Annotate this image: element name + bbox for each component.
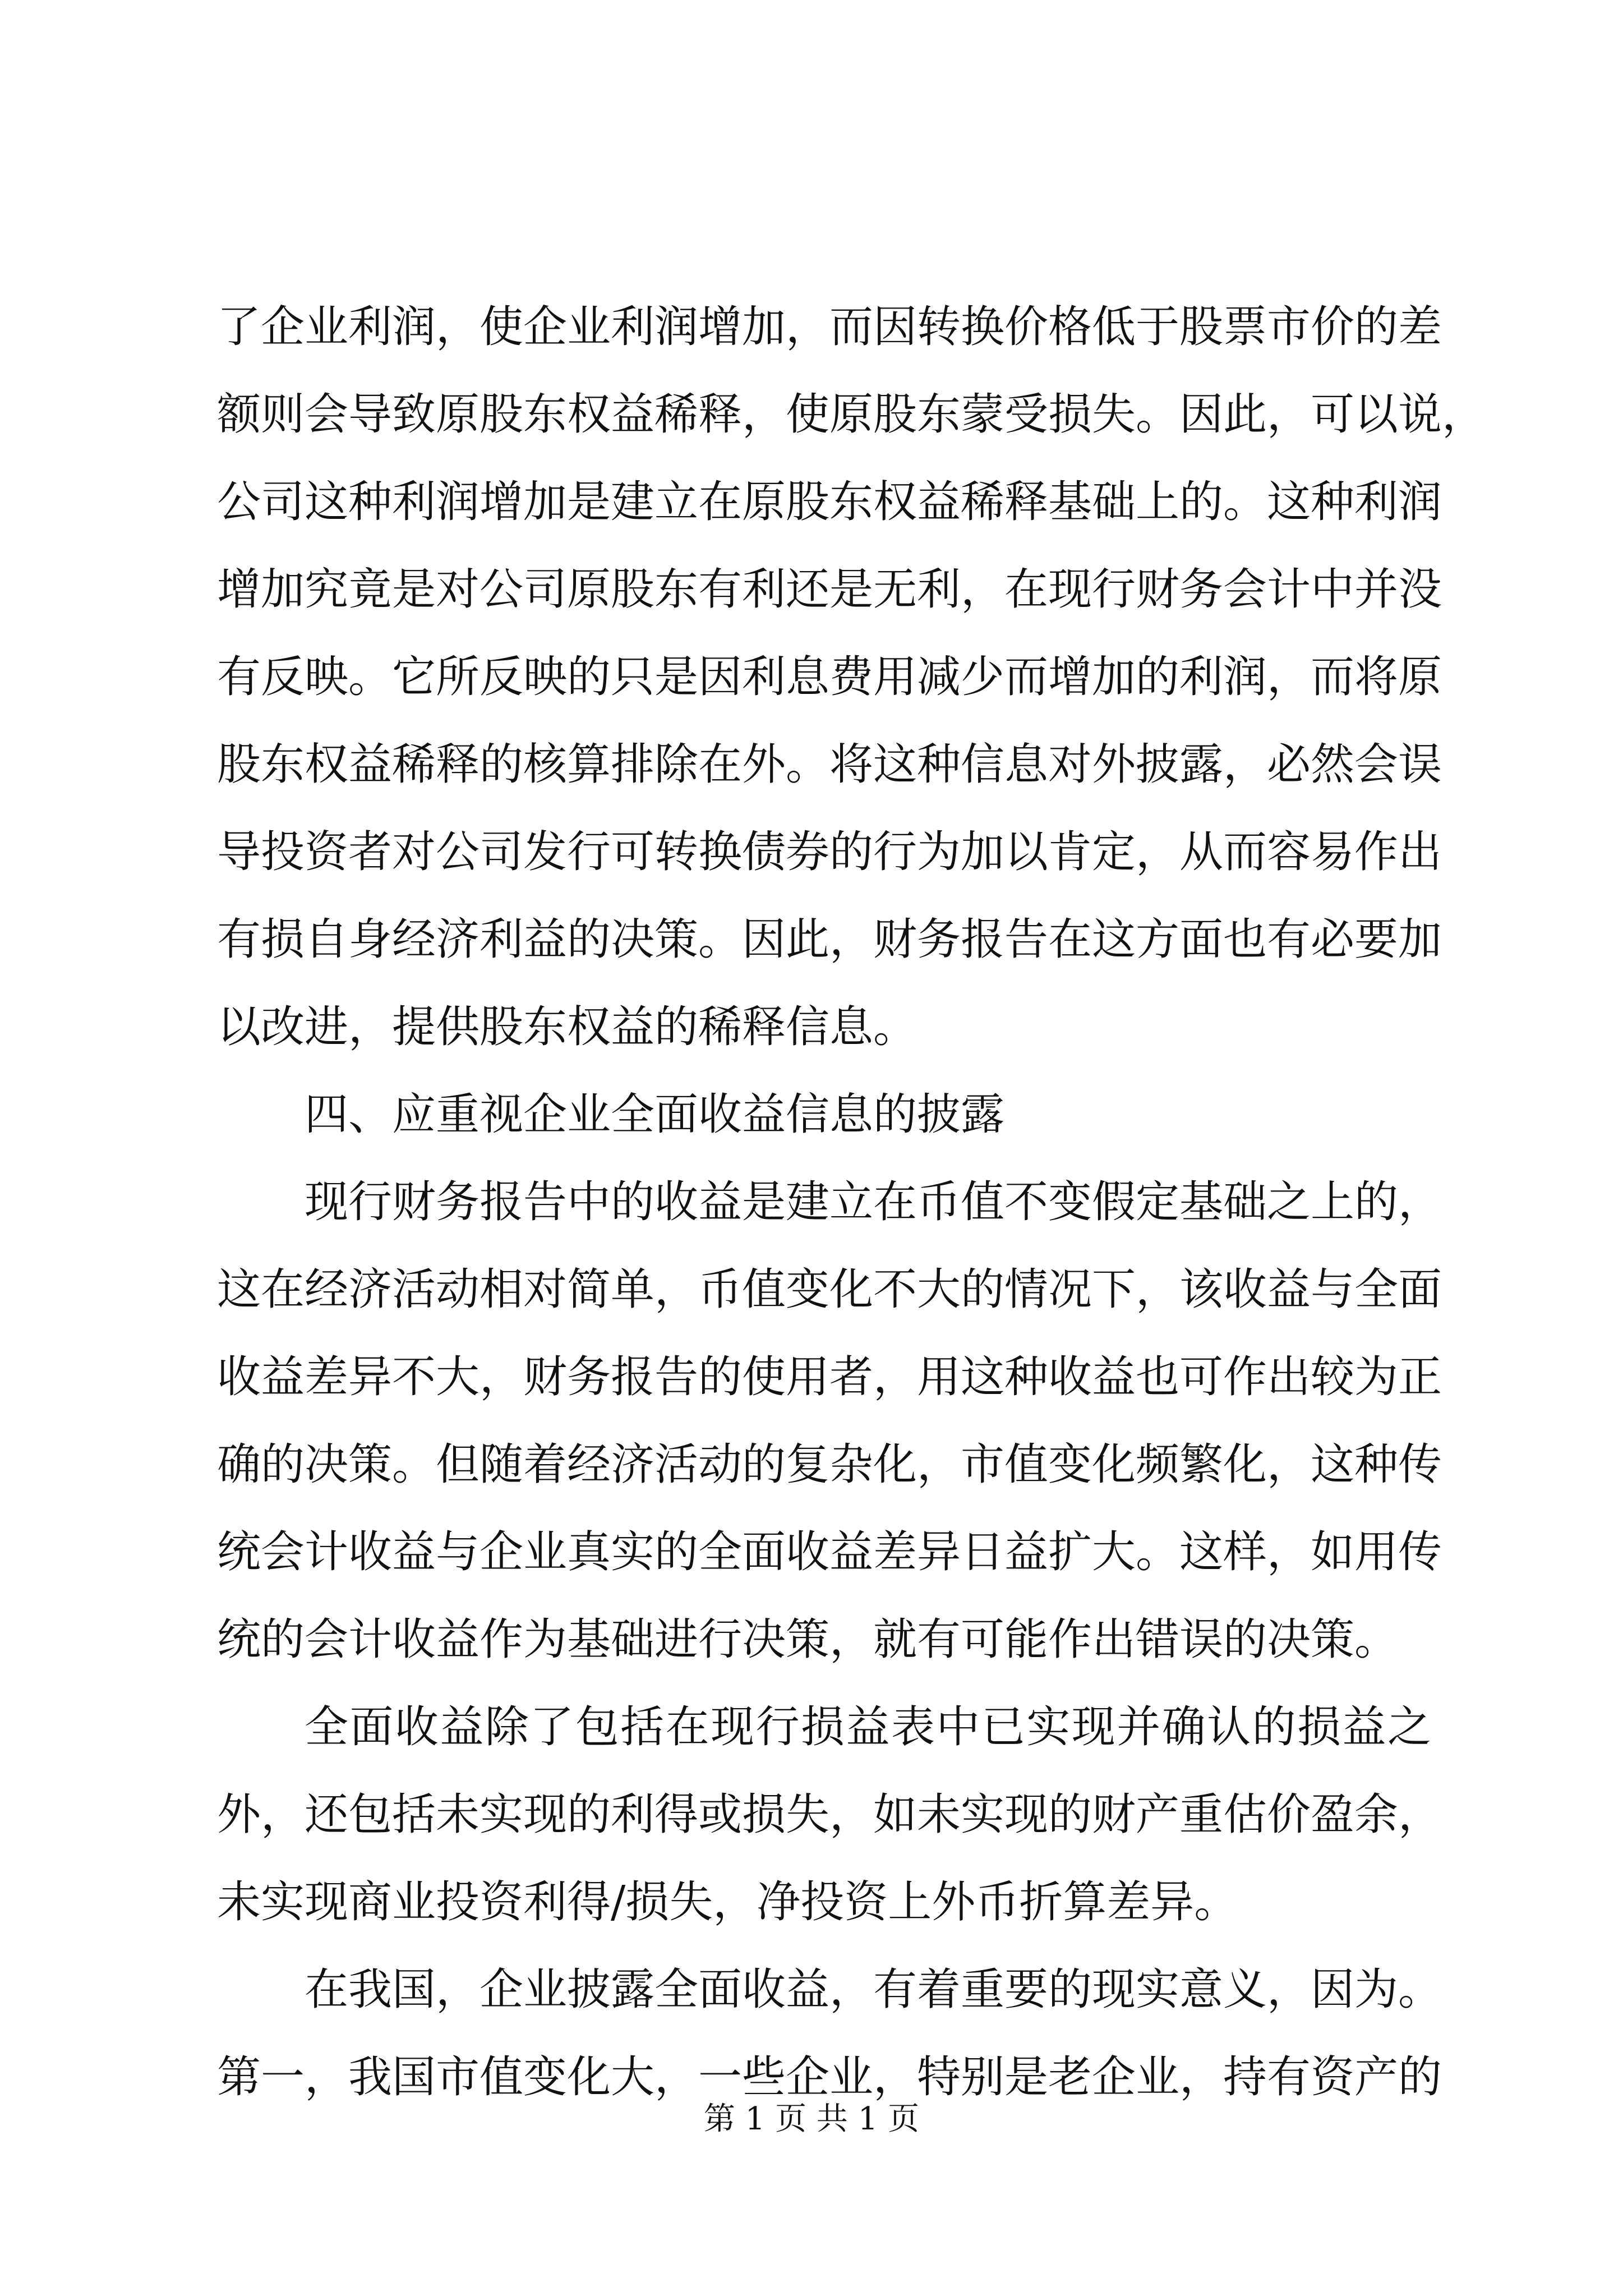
text-line: 全面收益除了包括在现行损益表中已实现并确认的损益之 [305,1702,1431,1752]
text-line: 有反映。它所反映的只是因利息费用减少而增加的利润，而将原 [217,652,1442,702]
text-line: 有损自身经济利益的决策。因此，财务报告在这方面也有必要加 [217,914,1442,965]
text-line: 股东权益稀释的核算排除在外。将这种信息对外披露，必然会误 [217,739,1442,790]
text-line: 现行财务报告中的收益是建立在币值不变假定基础之上的， [305,1177,1442,1227]
text-line: 导投资者对公司发行可转换债券的行为加以肯定，从而容易作出 [217,827,1442,877]
text-line: 公司这种利润增加是建立在原股东权益稀释基础上的。这种利润 [217,477,1442,527]
text-line: 这在经济活动相对简单，币值变化不大的情况下，该收益与全面 [217,1264,1442,1315]
page-footer: 第 1 页 共 1 页 [703,2101,920,2137]
text-line: 增加究竟是对公司原股东有利还是无利，在现行财务会计中并没 [217,564,1442,615]
text-line: 收益差异不大，财务报告的使用者，用这种收益也可作出较为正 [217,1352,1442,1402]
text-line: 额则会导致原股东权益稀释，使原股东蒙受损失。因此，可以说， [217,389,1486,440]
text-line: 统会计收益与企业真实的全面收益差异日益扩大。这样，如用传 [217,1527,1442,1577]
text-line: 了企业利润，使企业利润增加，而因转换价格低于股票市价的差 [217,302,1442,352]
document-body [217,283,1486,2121]
text-line: 未实现商业投资利得/损失，净投资上外币折算差异。 [217,1877,1238,1927]
text-line: 四、应重视企业全面收益信息的披露 [305,1089,1005,1140]
text-line: 以改进，提供股东权益的稀释信息。 [217,1002,917,1052]
text-line: 外，还包括未实现的利得或损失，如未实现的财产重估价盈余， [217,1789,1442,1840]
text-line: 统的会计收益作为基础进行决策，就有可能作出错误的决策。 [217,1614,1399,1665]
text-line: 确的决策。但随着经济活动的复杂化，市值变化频繁化，这种传 [217,1439,1442,1490]
text-line: 在我国，企业披露全面收益，有着重要的现实意义，因为。 [305,1964,1442,2015]
text-line: 第一，我国市值变化大，一些企业，特别是老企业，持有资产的 [217,2052,1442,2102]
